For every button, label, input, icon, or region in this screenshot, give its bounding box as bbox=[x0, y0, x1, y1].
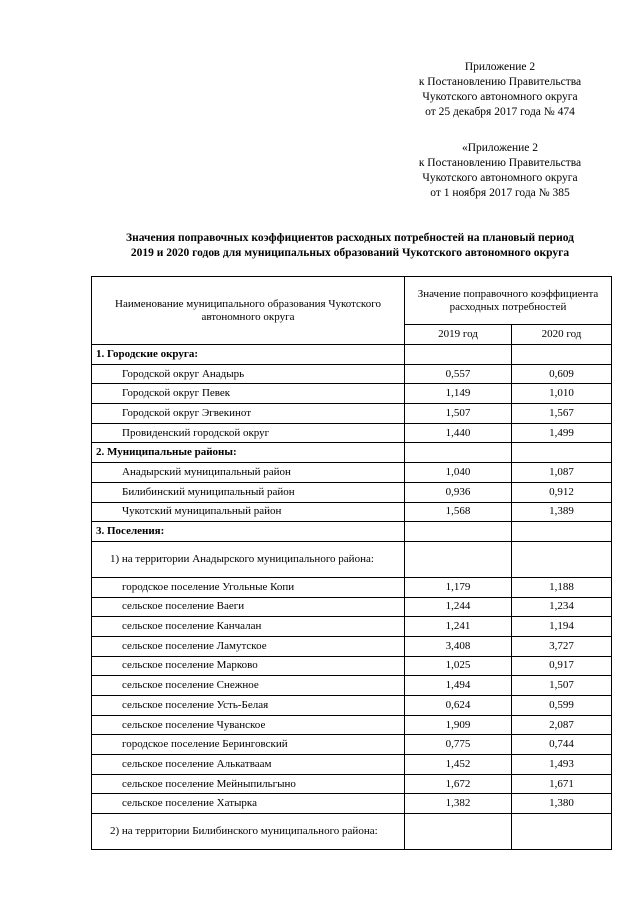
municipality-name: сельское поселение Ваеги bbox=[92, 597, 405, 617]
municipality-name: Провиденский городской округ bbox=[92, 423, 405, 443]
section-title: 2. Муниципальные районы: bbox=[92, 443, 405, 463]
value-2020: 1,234 bbox=[512, 597, 612, 617]
table-row bbox=[92, 676, 612, 696]
table-row bbox=[92, 364, 612, 384]
municipality-name: сельское поселение Хатырка bbox=[92, 794, 405, 814]
value-2020: 1,507 bbox=[512, 676, 612, 696]
municipality-name: Чукотский муниципальный район bbox=[92, 502, 405, 522]
header-2020-cell: 2020 год bbox=[512, 325, 612, 345]
table-row bbox=[92, 794, 612, 814]
section-row bbox=[92, 345, 612, 365]
table-row bbox=[92, 656, 612, 676]
subsection-row bbox=[92, 541, 612, 577]
value-2019: 0,557 bbox=[405, 364, 512, 384]
municipality-name: сельское поселение Снежное bbox=[92, 676, 405, 696]
section-title: 1. Городские округа: bbox=[92, 345, 405, 365]
municipality-name: сельское поселение Канчалан bbox=[92, 617, 405, 637]
value-2019: 1,382 bbox=[405, 794, 512, 814]
table-row bbox=[92, 502, 612, 522]
value-2020: 1,671 bbox=[512, 774, 612, 794]
title-line-1: Значения поправочных коэффициентов расходных потребностей на плановый период bbox=[126, 232, 574, 244]
value-2019: 1,149 bbox=[405, 384, 512, 404]
municipality-name: сельское поселение Чуванское bbox=[92, 715, 405, 735]
value-2020: 1,188 bbox=[512, 577, 612, 597]
value-2020: 1,389 bbox=[512, 502, 612, 522]
value-2020: 0,912 bbox=[512, 482, 612, 502]
table-row bbox=[92, 636, 612, 656]
municipality-name: сельское поселение Марково bbox=[92, 656, 405, 676]
table-row bbox=[92, 774, 612, 794]
value-2019: 1,025 bbox=[405, 656, 512, 676]
coefficients-table bbox=[91, 276, 612, 850]
section-row bbox=[92, 522, 612, 542]
municipality-name: Городской округ Анадырь bbox=[92, 364, 405, 384]
appendix-line: к Постановлению Правительства bbox=[418, 76, 582, 88]
municipality-name: городское поселение Угольные Копи bbox=[92, 577, 405, 597]
value-2020: 1,380 bbox=[512, 794, 612, 814]
appendix-line: Приложение 2 bbox=[464, 61, 536, 73]
table-row bbox=[92, 463, 612, 483]
header-name-cell: Наименование муниципального образования Чукотского автономного округа bbox=[92, 277, 405, 345]
municipality-name: Городской округ Певек bbox=[92, 384, 405, 404]
section-title: 3. Поселения: bbox=[92, 522, 405, 542]
municipality-name: сельское поселение Ламутское bbox=[92, 636, 405, 656]
table-row bbox=[92, 735, 612, 755]
value-2019: 1,040 bbox=[405, 463, 512, 483]
header-value-cell: Значение поправочного коэффициента расходных потребностей bbox=[405, 277, 612, 325]
value-2020: 1,087 bbox=[512, 463, 612, 483]
section-row bbox=[92, 443, 612, 463]
table-row bbox=[92, 696, 612, 716]
subsection-row bbox=[92, 814, 612, 850]
table-row bbox=[92, 404, 612, 424]
value-2019: 1,440 bbox=[405, 423, 512, 443]
value-2019: 3,408 bbox=[405, 636, 512, 656]
value-2019: 1,672 bbox=[405, 774, 512, 794]
table-row bbox=[92, 384, 612, 404]
value-2019: 1,507 bbox=[405, 404, 512, 424]
value-2020: 0,609 bbox=[512, 364, 612, 384]
value-2020: 3,727 bbox=[512, 636, 612, 656]
header-2019-cell: 2019 год bbox=[405, 325, 512, 345]
value-2020: 0,917 bbox=[512, 656, 612, 676]
value-2019: 0,624 bbox=[405, 696, 512, 716]
value-2019: 1,568 bbox=[405, 502, 512, 522]
value-2020: 1,493 bbox=[512, 755, 612, 775]
value-2019: 1,494 bbox=[405, 676, 512, 696]
appendix-line: Чукотского автономного округа bbox=[422, 172, 578, 184]
value-2019: 1,241 bbox=[405, 617, 512, 637]
subsection-title: 1) на территории Анадырского муниципального района: bbox=[92, 541, 405, 577]
value-2019: 1,244 bbox=[405, 597, 512, 617]
value-2019: 1,909 bbox=[405, 715, 512, 735]
table-row bbox=[92, 577, 612, 597]
table-row bbox=[92, 482, 612, 502]
appendix-line: от 1 ноября 2017 года № 385 bbox=[430, 187, 570, 199]
appendix-line: от 25 декабря 2017 года № 474 bbox=[425, 106, 575, 118]
value-2020: 0,744 bbox=[512, 735, 612, 755]
value-2020: 1,499 bbox=[512, 423, 612, 443]
municipality-name: городское поселение Беринговский bbox=[92, 735, 405, 755]
municipality-name: Городской округ Эгвекинот bbox=[92, 404, 405, 424]
municipality-name: сельское поселение Алькатваам bbox=[92, 755, 405, 775]
value-2020: 2,087 bbox=[512, 715, 612, 735]
appendix-line: к Постановлению Правительства bbox=[418, 157, 582, 169]
appendix-line: «Приложение 2 bbox=[461, 142, 539, 154]
table-row bbox=[92, 617, 612, 637]
municipality-name: Билибинский муниципальный район bbox=[92, 482, 405, 502]
appendix-current-header bbox=[380, 60, 620, 120]
appendix-line: Чукотского автономного округа bbox=[422, 91, 578, 103]
subsection-title: 2) на территории Билибинского муниципального района: bbox=[92, 814, 405, 850]
table-row bbox=[92, 715, 612, 735]
municipality-name: Анадырский муниципальный район bbox=[92, 463, 405, 483]
value-2020: 1,194 bbox=[512, 617, 612, 637]
table-row bbox=[92, 423, 612, 443]
document-title bbox=[60, 231, 640, 261]
table-row bbox=[92, 755, 612, 775]
municipality-name: сельское поселение Усть-Белая bbox=[92, 696, 405, 716]
value-2019: 0,936 bbox=[405, 482, 512, 502]
title-line-2: 2019 и 2020 годов для муниципальных образований Чукотского автономного округа bbox=[130, 247, 570, 259]
municipality-name: сельское поселение Мейныпильгыно bbox=[92, 774, 405, 794]
value-2019: 1,179 bbox=[405, 577, 512, 597]
table-row bbox=[92, 597, 612, 617]
value-2020: 0,599 bbox=[512, 696, 612, 716]
value-2019: 0,775 bbox=[405, 735, 512, 755]
appendix-original-header bbox=[380, 141, 620, 201]
value-2020: 1,010 bbox=[512, 384, 612, 404]
value-2020: 1,567 bbox=[512, 404, 612, 424]
value-2019: 1,452 bbox=[405, 755, 512, 775]
